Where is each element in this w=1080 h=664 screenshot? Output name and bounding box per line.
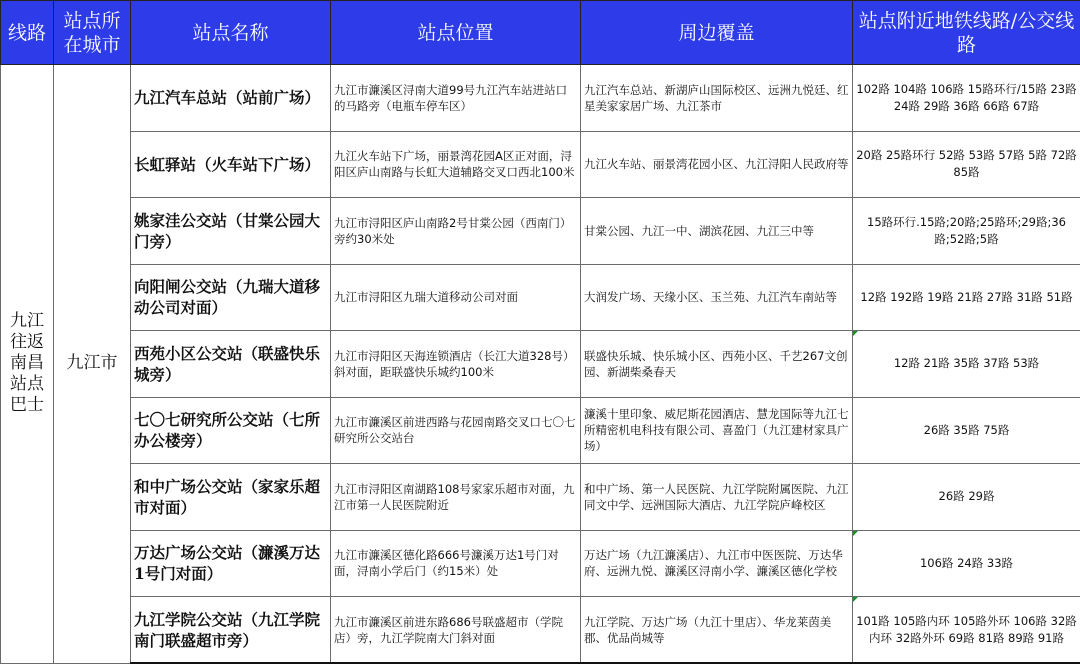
table-row xyxy=(1,331,1080,398)
station-name: 七〇七研究所公交站（七所办公楼旁） xyxy=(131,397,331,464)
station-location: 九江市濂溪区浔南大道99号九江汽车站进站口的马路旁（电瓶车停车区） xyxy=(331,65,581,132)
station-name: 长虹驿站（火车站下广场） xyxy=(131,131,331,198)
table-row xyxy=(1,530,1080,597)
station-name: 九江汽车总站（站前广场） xyxy=(131,65,331,132)
station-name: 万达广场公交站（濂溪万达1号门对面） xyxy=(131,530,331,597)
station-coverage: 九江汽车总站、新湖庐山国际校区、远洲九悦廷、红星美家家居广场、九江茶市 xyxy=(581,65,853,132)
station-name: 向阳闸公交站（九瑞大道移动公司对面） xyxy=(131,264,331,331)
station-routes: 102路 104路 106路 15路环行/15路 23路 24路 29路 36路 66路 67路 xyxy=(853,65,1080,132)
header-coverage: 周边覆盖 xyxy=(581,1,853,65)
station-coverage: 九江火车站、丽景湾花园小区、九江浔阳人民政府等 xyxy=(581,131,853,198)
station-location: 九江市濂溪区前进东路686号联盛超市（学院店）旁，九江学院南大门斜对面 xyxy=(331,597,581,664)
table-row xyxy=(1,65,1080,132)
station-location: 九江市濂溪区德化路666号濂溪万达1号门对面，浔南小学后门（约15米）处 xyxy=(331,530,581,597)
station-location: 九江市濂溪区前进西路与花园南路交叉口七〇七研究所公交站台 xyxy=(331,397,581,464)
header-city: 站点所在城市 xyxy=(54,1,131,65)
header-line: 线路 xyxy=(1,1,54,65)
station-routes: 15路环行.15路;20路;25路环;29路;36路;52路;5路 xyxy=(853,198,1080,265)
header-routes: 站点附近地铁线路/公交线路 xyxy=(853,1,1080,65)
line-cell: 九江往返南昌站点巴士 xyxy=(1,65,54,664)
station-name: 西苑小区公交站（联盛快乐城旁） xyxy=(131,331,331,398)
station-routes: 20路 25路环行 52路 53路 57路 5路 72路 85路 xyxy=(853,131,1080,198)
station-coverage: 和中广场、第一人民医院、九江学院附属医院、九江同文中学、远洲国际大酒店、九江学院庐峰校区 xyxy=(581,464,853,531)
station-routes: 26路 35路 75路 xyxy=(853,397,1080,464)
station-location: 九江市浔阳区天海连锁酒店（长江大道328号）斜对面，距联盛快乐城约100米 xyxy=(331,331,581,398)
table-row xyxy=(1,131,1080,198)
station-location: 九江市浔阳区庐山南路2号甘棠公园（西南门）旁约30米处 xyxy=(331,198,581,265)
station-name: 姚家洼公交站（甘棠公园大门旁） xyxy=(131,198,331,265)
station-coverage: 万达广场（九江濂溪店）、九江市中医医院、万达华府、远洲九悦、濂溪区浔南小学、濂溪区德化学校 xyxy=(581,530,853,597)
table-row xyxy=(1,464,1080,531)
table-row xyxy=(1,597,1080,664)
station-location: 九江市浔阳区九瑞大道移动公司对面 xyxy=(331,264,581,331)
station-coverage: 濂溪十里印象、威尼斯花园酒店、慧龙国际等九江七所精密机电科技有限公司、喜盈门（九江建材家具广场） xyxy=(581,397,853,464)
city-cell: 九江市 xyxy=(54,65,131,664)
station-coverage: 联盛快乐城、快乐城小区、西苑小区、千艺267文创园、新湖柴桑春天 xyxy=(581,331,853,398)
table-row xyxy=(1,198,1080,265)
header-row xyxy=(1,1,1080,65)
header-station-location: 站点位置 xyxy=(331,1,581,65)
header-station-name: 站点名称 xyxy=(131,1,331,65)
station-routes: 12路 21路 35路 37路 53路 xyxy=(853,331,1080,398)
station-coverage: 九江学院、万达广场（九江十里店）、华龙莱茵美郡、优品尚城等 xyxy=(581,597,853,664)
station-name: 和中广场公交站（家家乐超市对面） xyxy=(131,464,331,531)
table-row xyxy=(1,397,1080,464)
table-row xyxy=(1,264,1080,331)
station-coverage: 甘棠公园、九江一中、湖滨花园、九江三中等 xyxy=(581,198,853,265)
station-coverage: 大润发广场、天缘小区、玉兰苑、九江汽车南站等 xyxy=(581,264,853,331)
station-routes: 106路 24路 33路 xyxy=(853,530,1080,597)
station-routes: 101路 105路内环 105路外环 106路 32路内环 32路外环 69路 81路 89路 91路 xyxy=(853,597,1080,664)
station-location: 九江火车站下广场，丽景湾花园A区正对面，浔阳区庐山南路与长虹大道辅路交叉口西北100米 xyxy=(331,131,581,198)
station-name: 九江学院公交站（九江学院南门联盛超市旁） xyxy=(131,597,331,664)
station-location: 九江市浔阳区南湖路108号家家乐超市对面，九江市第一人民医院附近 xyxy=(331,464,581,531)
station-routes: 26路 29路 xyxy=(853,464,1080,531)
station-routes: 12路 192路 19路 21路 27路 31路 51路 xyxy=(853,264,1080,331)
